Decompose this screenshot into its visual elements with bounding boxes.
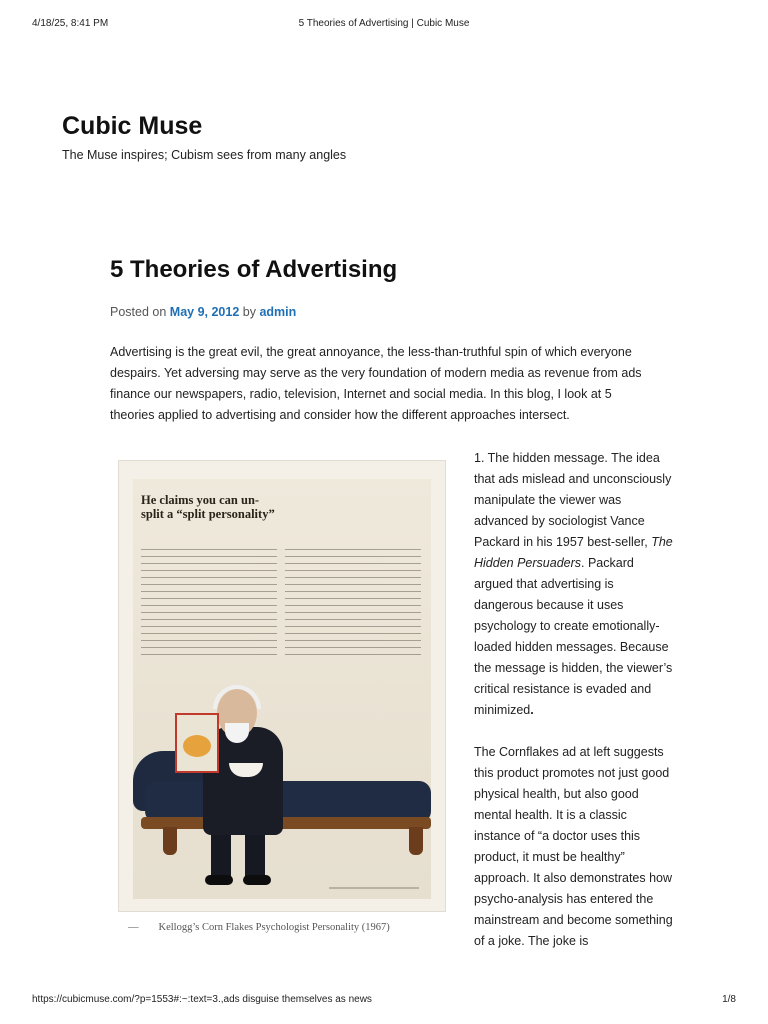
man-shoe [205, 875, 233, 885]
post-date-link[interactable]: May 9, 2012 [169, 305, 240, 319]
cornflakes-paragraph: The Cornflakes ad at left suggests this product promotes not just good physical health, but also good mental health. It is a classic instance of “a doctor uses this product, it must be healthy” approach. It also demonstrates how psycho-analysis has entered the mainstream and become something of a joke. The joke is [474, 745, 673, 948]
hidden-message-paragraph [474, 448, 674, 721]
ad-figure[interactable] [118, 460, 446, 912]
print-footer [32, 994, 736, 1008]
print-header [32, 18, 736, 32]
intro-paragraph: Advertising is the great evil, the great annoyance, the less-than-truthful spin of which everyone despairs. Yet adversing may serve as the very foundation of modern media as revenue from ads finance our newspapers, radio, television, Internet and social media. In this blog, I look at 5 theories applied to advertising and consider how the different approaches intersect. [110, 345, 642, 422]
post-title: 5 Theories of Advertising [110, 256, 398, 283]
print-url: https://cubicmuse.com/?p=1553#:~:text=3.,ads disguise themselves as news [32, 994, 372, 1005]
site-tagline: The Muse inspires; Cubism sees from many angles [62, 148, 347, 162]
couch-leg [409, 827, 423, 855]
print-document-title: 5 Theories of Advertising | Cubic Muse [298, 18, 470, 29]
caption-dash: — [128, 922, 139, 933]
print-page-number: 1/8 [722, 994, 736, 1005]
ad-fineprint [329, 887, 419, 889]
cereal-box [175, 713, 219, 773]
print-datetime: 4/18/25, 8:41 PM [32, 18, 109, 29]
book-title: The Hidden Persuaders [474, 535, 673, 570]
by-label: by [242, 305, 256, 319]
post-meta [110, 305, 296, 319]
man-hair [213, 685, 261, 709]
author-link[interactable]: admin [259, 305, 297, 319]
site-title[interactable]: Cubic Muse [62, 112, 203, 140]
p1-text-cont: . Packard argued that advertising is dangerous because it uses psychology to create emotionally-loaded hidden messages. Because the message is hidden, the viewer’s critical resistance is evaded and minimized [474, 556, 673, 717]
couch-leg [163, 827, 177, 855]
posted-on-label: Posted on [110, 305, 167, 319]
p1-text: 1. The hidden message. The idea that ads mislead and unconsciously manipulate the viewer was advanced by sociologist Vance Packard in his 1957 best-seller, [474, 451, 672, 549]
cornflakes-ad-image [133, 479, 431, 899]
side-column-text [474, 448, 674, 973]
couch-frame [141, 817, 431, 829]
man-shoe [243, 875, 271, 885]
caption-text: Kellogg’s Corn Flakes Psychologist Personality (1967) [158, 922, 390, 933]
p1-period: . [530, 703, 534, 717]
ad-body-copy [141, 549, 421, 659]
ad-headline: He claims you can un-split a “split personality” [141, 493, 275, 521]
figure-caption [128, 922, 390, 933]
